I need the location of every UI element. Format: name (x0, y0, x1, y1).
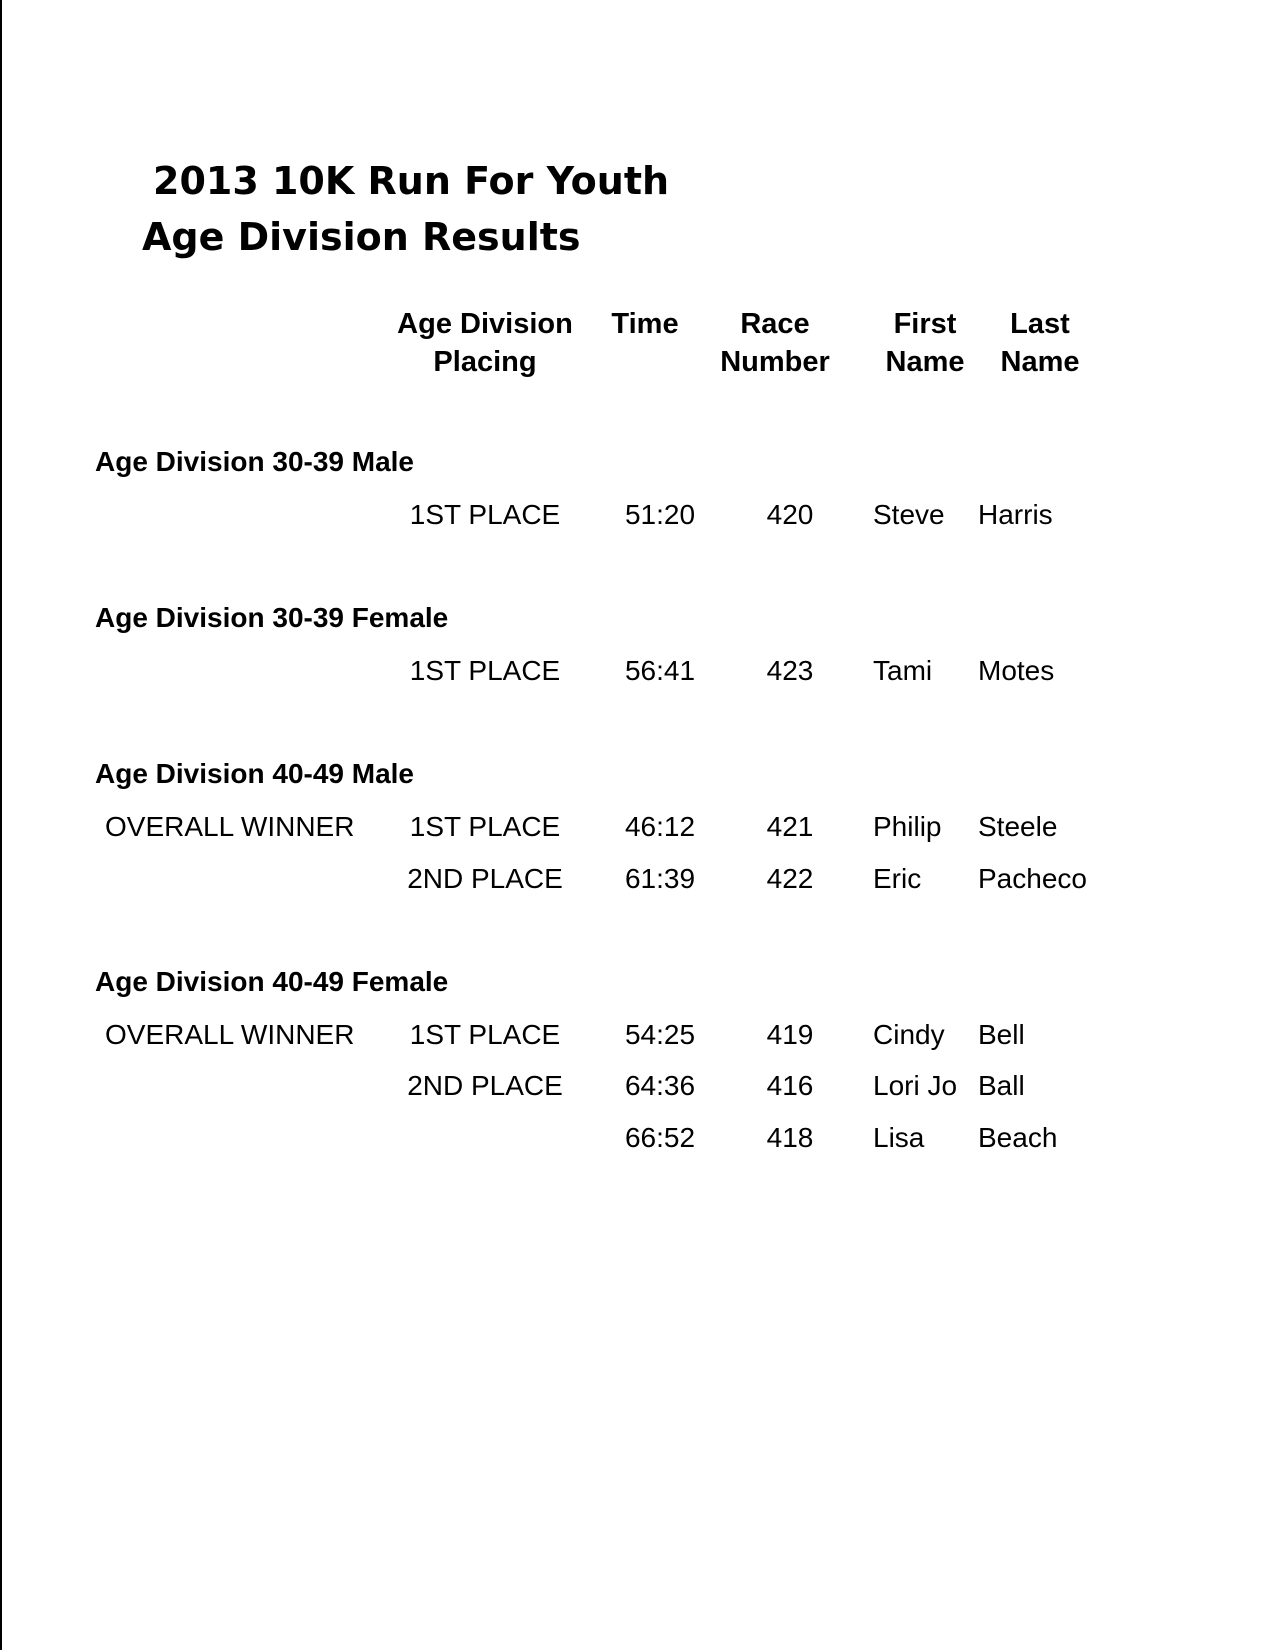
race-number-cell: 423 (766, 655, 814, 686)
last-name-cell: Bell (978, 1019, 1025, 1050)
first-name-cell: Lisa (873, 1122, 925, 1153)
time-cell: 51:20 (624, 499, 696, 530)
placing-cell: 2ND PLACE (407, 863, 563, 894)
header-time-line1: Time (611, 308, 679, 340)
page-title: 2013 10K Run For Youth (153, 159, 670, 203)
first-name-cell: Eric (873, 863, 922, 894)
race-number-cell: 418 (766, 1122, 814, 1153)
placing-cell: 1ST PLACE (409, 1019, 561, 1050)
first-name-cell: Lori Jo (873, 1070, 958, 1101)
header-placing (385, 305, 585, 381)
header-placing-line2: Placing (433, 346, 537, 378)
placing-cell: 1ST PLACE (409, 811, 561, 842)
last-name-cell: Pacheco (978, 863, 1087, 894)
first-name-cell: Steve (873, 499, 945, 530)
header-last-name-line2: Name (1000, 346, 1080, 378)
time-cell: 56:41 (624, 655, 696, 686)
division-heading: Age Division 40-49 Female (95, 966, 449, 997)
header-placing-line1: Age Division (397, 308, 573, 340)
placing-cell: 1ST PLACE (409, 655, 561, 686)
first-name-cell: Cindy (873, 1019, 945, 1050)
race-number-cell: 420 (766, 499, 814, 530)
overall-winner-note: OVERALL WINNER (105, 1019, 355, 1050)
time-cell: 46:12 (624, 811, 696, 842)
division-heading: Age Division 40-49 Male (95, 758, 415, 789)
header-first-name-line1: First (893, 308, 957, 340)
placing-cell: 1ST PLACE (409, 499, 561, 530)
division-heading: Age Division 30-39 Male (95, 446, 415, 477)
header-race-number-line2: Number (720, 346, 830, 378)
placing-cell: 2ND PLACE (407, 1070, 563, 1101)
time-cell: 61:39 (624, 863, 696, 894)
header-race-number-line1: Race (740, 308, 810, 340)
last-name-cell: Beach (978, 1122, 1058, 1153)
first-name-cell: Philip (873, 811, 942, 842)
time-cell: 64:36 (624, 1070, 696, 1101)
division-heading: Age Division 30-39 Female (95, 602, 449, 633)
race-number-cell: 416 (766, 1070, 814, 1101)
last-name-cell: Ball (978, 1070, 1025, 1101)
header-last-name (985, 305, 1095, 381)
last-name-cell: Harris (978, 499, 1053, 530)
header-last-name-line1: Last (1010, 308, 1070, 340)
overall-winner-note: OVERALL WINNER (105, 811, 355, 842)
header-first-name-line2: Name (885, 346, 965, 378)
race-number-cell: 419 (766, 1019, 814, 1050)
race-number-cell: 422 (766, 863, 814, 894)
header-first-name (870, 305, 980, 381)
header-time (590, 305, 700, 343)
race-number-cell: 421 (766, 811, 814, 842)
last-name-cell: Motes (978, 655, 1055, 686)
time-cell: 54:25 (624, 1019, 696, 1050)
first-name-cell: Tami (873, 655, 933, 686)
last-name-cell: Steele (978, 811, 1058, 842)
header-race-number (705, 305, 845, 381)
page-subtitle: Age Division Results (142, 215, 581, 259)
time-cell: 66:52 (624, 1122, 696, 1153)
page-left-border (0, 0, 2, 1650)
